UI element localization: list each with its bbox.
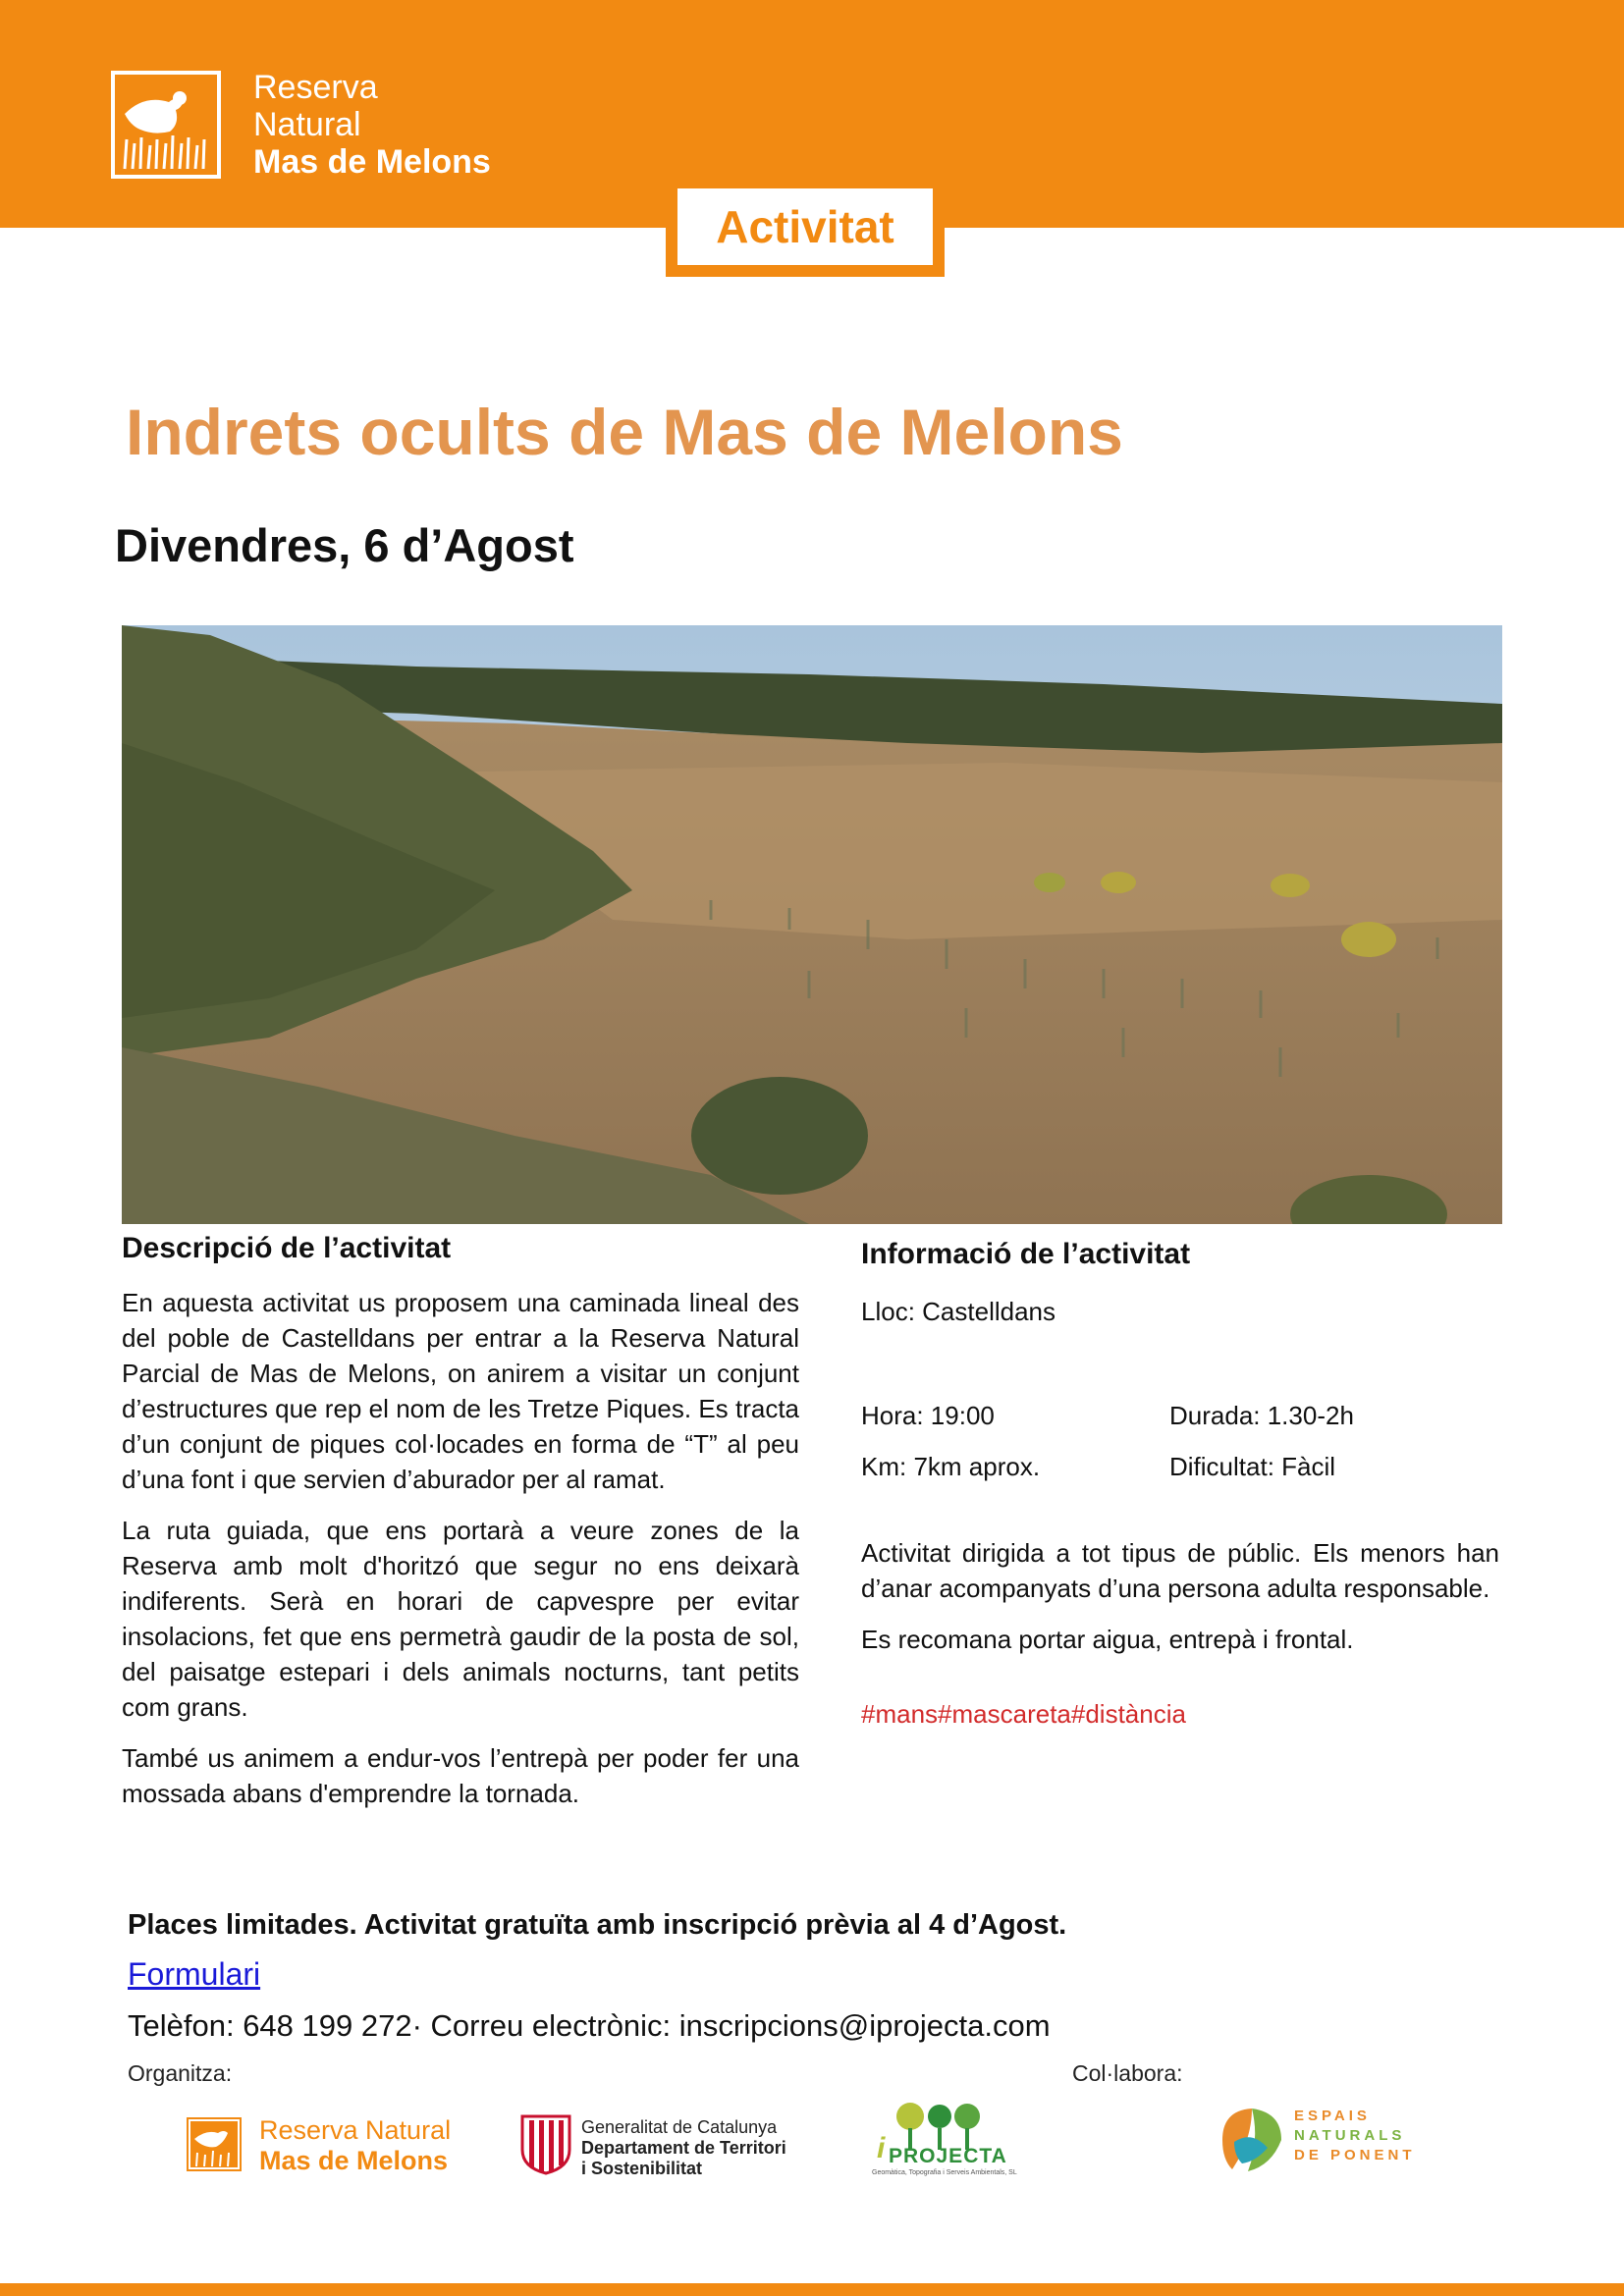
activity-badge-label: Activitat [677, 188, 933, 265]
logo-line-3: Mas de Melons [253, 143, 491, 181]
logo1-line-1: Reserva Natural [259, 2115, 452, 2145]
generalitat-logo-text [581, 2117, 786, 2179]
hashtags: #mans#mascareta#distància [861, 1699, 1186, 1729]
places-note: Places limitades. Activitat gratuïta amb inscripció prèvia al 4 d’Agost. [128, 1909, 1067, 1941]
logo4-line-2: NATURALS [1294, 2127, 1406, 2144]
iprojecta-tagline: Geomàtica, Topografia i Serveis Ambientals, SL [872, 2169, 1017, 2176]
logo4-line-1: ESPAIS [1294, 2108, 1371, 2124]
info-distance: Km: 7km aprox. [861, 1452, 1041, 1481]
description-section [122, 1232, 799, 1827]
info-heading: Informació de l’activitat [861, 1238, 1191, 1270]
logo2-line-3: i Sostenibilitat [581, 2159, 703, 2178]
info-audience: Activitat dirigida a tot tipus de públic. Els menors han d’anar acompanyats d’una persona adulta responsable. [861, 1538, 1499, 1603]
generalitat-shield-icon [518, 2112, 573, 2175]
info-section [861, 1237, 1499, 1732]
reserve-logo-icon [111, 71, 221, 179]
svg-text:i: i [877, 2132, 886, 2164]
form-link[interactable]: Formulari [128, 1956, 261, 1992]
description-paragraph-3: També us animem a endur-vos l’entrepà per poder fer una mossada abans d'emprendre la tornada. [122, 1743, 799, 1808]
reserve-logo-text [253, 69, 491, 181]
info-recommend: Es recomana portar aigua, entrepà i frontal. [861, 1625, 1354, 1654]
logo2-line-2: Departament de Territori [581, 2138, 786, 2158]
logo4-line-3: DE PONENT [1294, 2147, 1416, 2163]
reserve-small-logo-text [259, 2115, 451, 2176]
iprojecta-logo-text: PROJECTA [889, 2145, 1007, 2167]
logo1-line-2: Mas de Melons [259, 2146, 449, 2175]
espais-naturals-leaf-icon [1213, 2101, 1291, 2179]
collaborator-label: Col·labora: [1072, 2060, 1183, 2086]
page-title: Indrets ocults de Mas de Melons [126, 396, 1123, 468]
logo-line-1: Reserva [253, 69, 378, 106]
info-time: Hora: 19:00 [861, 1401, 995, 1430]
event-date: Divendres, 6 d’Agost [115, 519, 574, 571]
description-heading: Descripció de l’activitat [122, 1232, 452, 1264]
contact-line: Telèfon: 648 199 272· Correu electrònic: inscripcions@iprojecta.com [128, 2008, 1051, 2043]
info-difficulty: Dificultat: Fàcil [1169, 1452, 1336, 1481]
landscape-photo [122, 625, 1502, 1224]
logo2-line-1: Generalitat de Catalunya [581, 2117, 778, 2137]
info-duration: Durada: 1.30-2h [1169, 1401, 1354, 1430]
activity-badge [666, 177, 945, 277]
logo-line-2: Natural [253, 106, 361, 143]
espais-naturals-logo-text [1294, 2107, 1416, 2165]
info-place: Lloc: Castelldans [861, 1297, 1056, 1326]
description-paragraph-2: La ruta guiada, que ens portarà a veure zones de la Reserva amb molt d'horitzó que segur no ens deixarà indiferents. Serà en horari de capvespre per evitar insolacions, fet que ens permetrà gaudir de la posta de sol, del paisatge estepari i dels animals nocturns, tant petits com grans. [122, 1516, 799, 1722]
reserve-small-logo-icon [187, 2117, 242, 2171]
description-paragraph-1: En aquesta activitat us proposem una caminada lineal des del poble de Castelldans per entrar a la Reserva Natural Parcial de Mas de Melons, on anirem a visitar un conjunt d’estructures que rep el nom de les Tretze Piques. Es tracta d’un conjunt de piques col·locades en forma de “T” al peu d’una font i que servien d’aburador per al ramat. [122, 1288, 799, 1494]
footer-bar [0, 2283, 1624, 2296]
organizer-label: Organitza: [128, 2060, 233, 2086]
